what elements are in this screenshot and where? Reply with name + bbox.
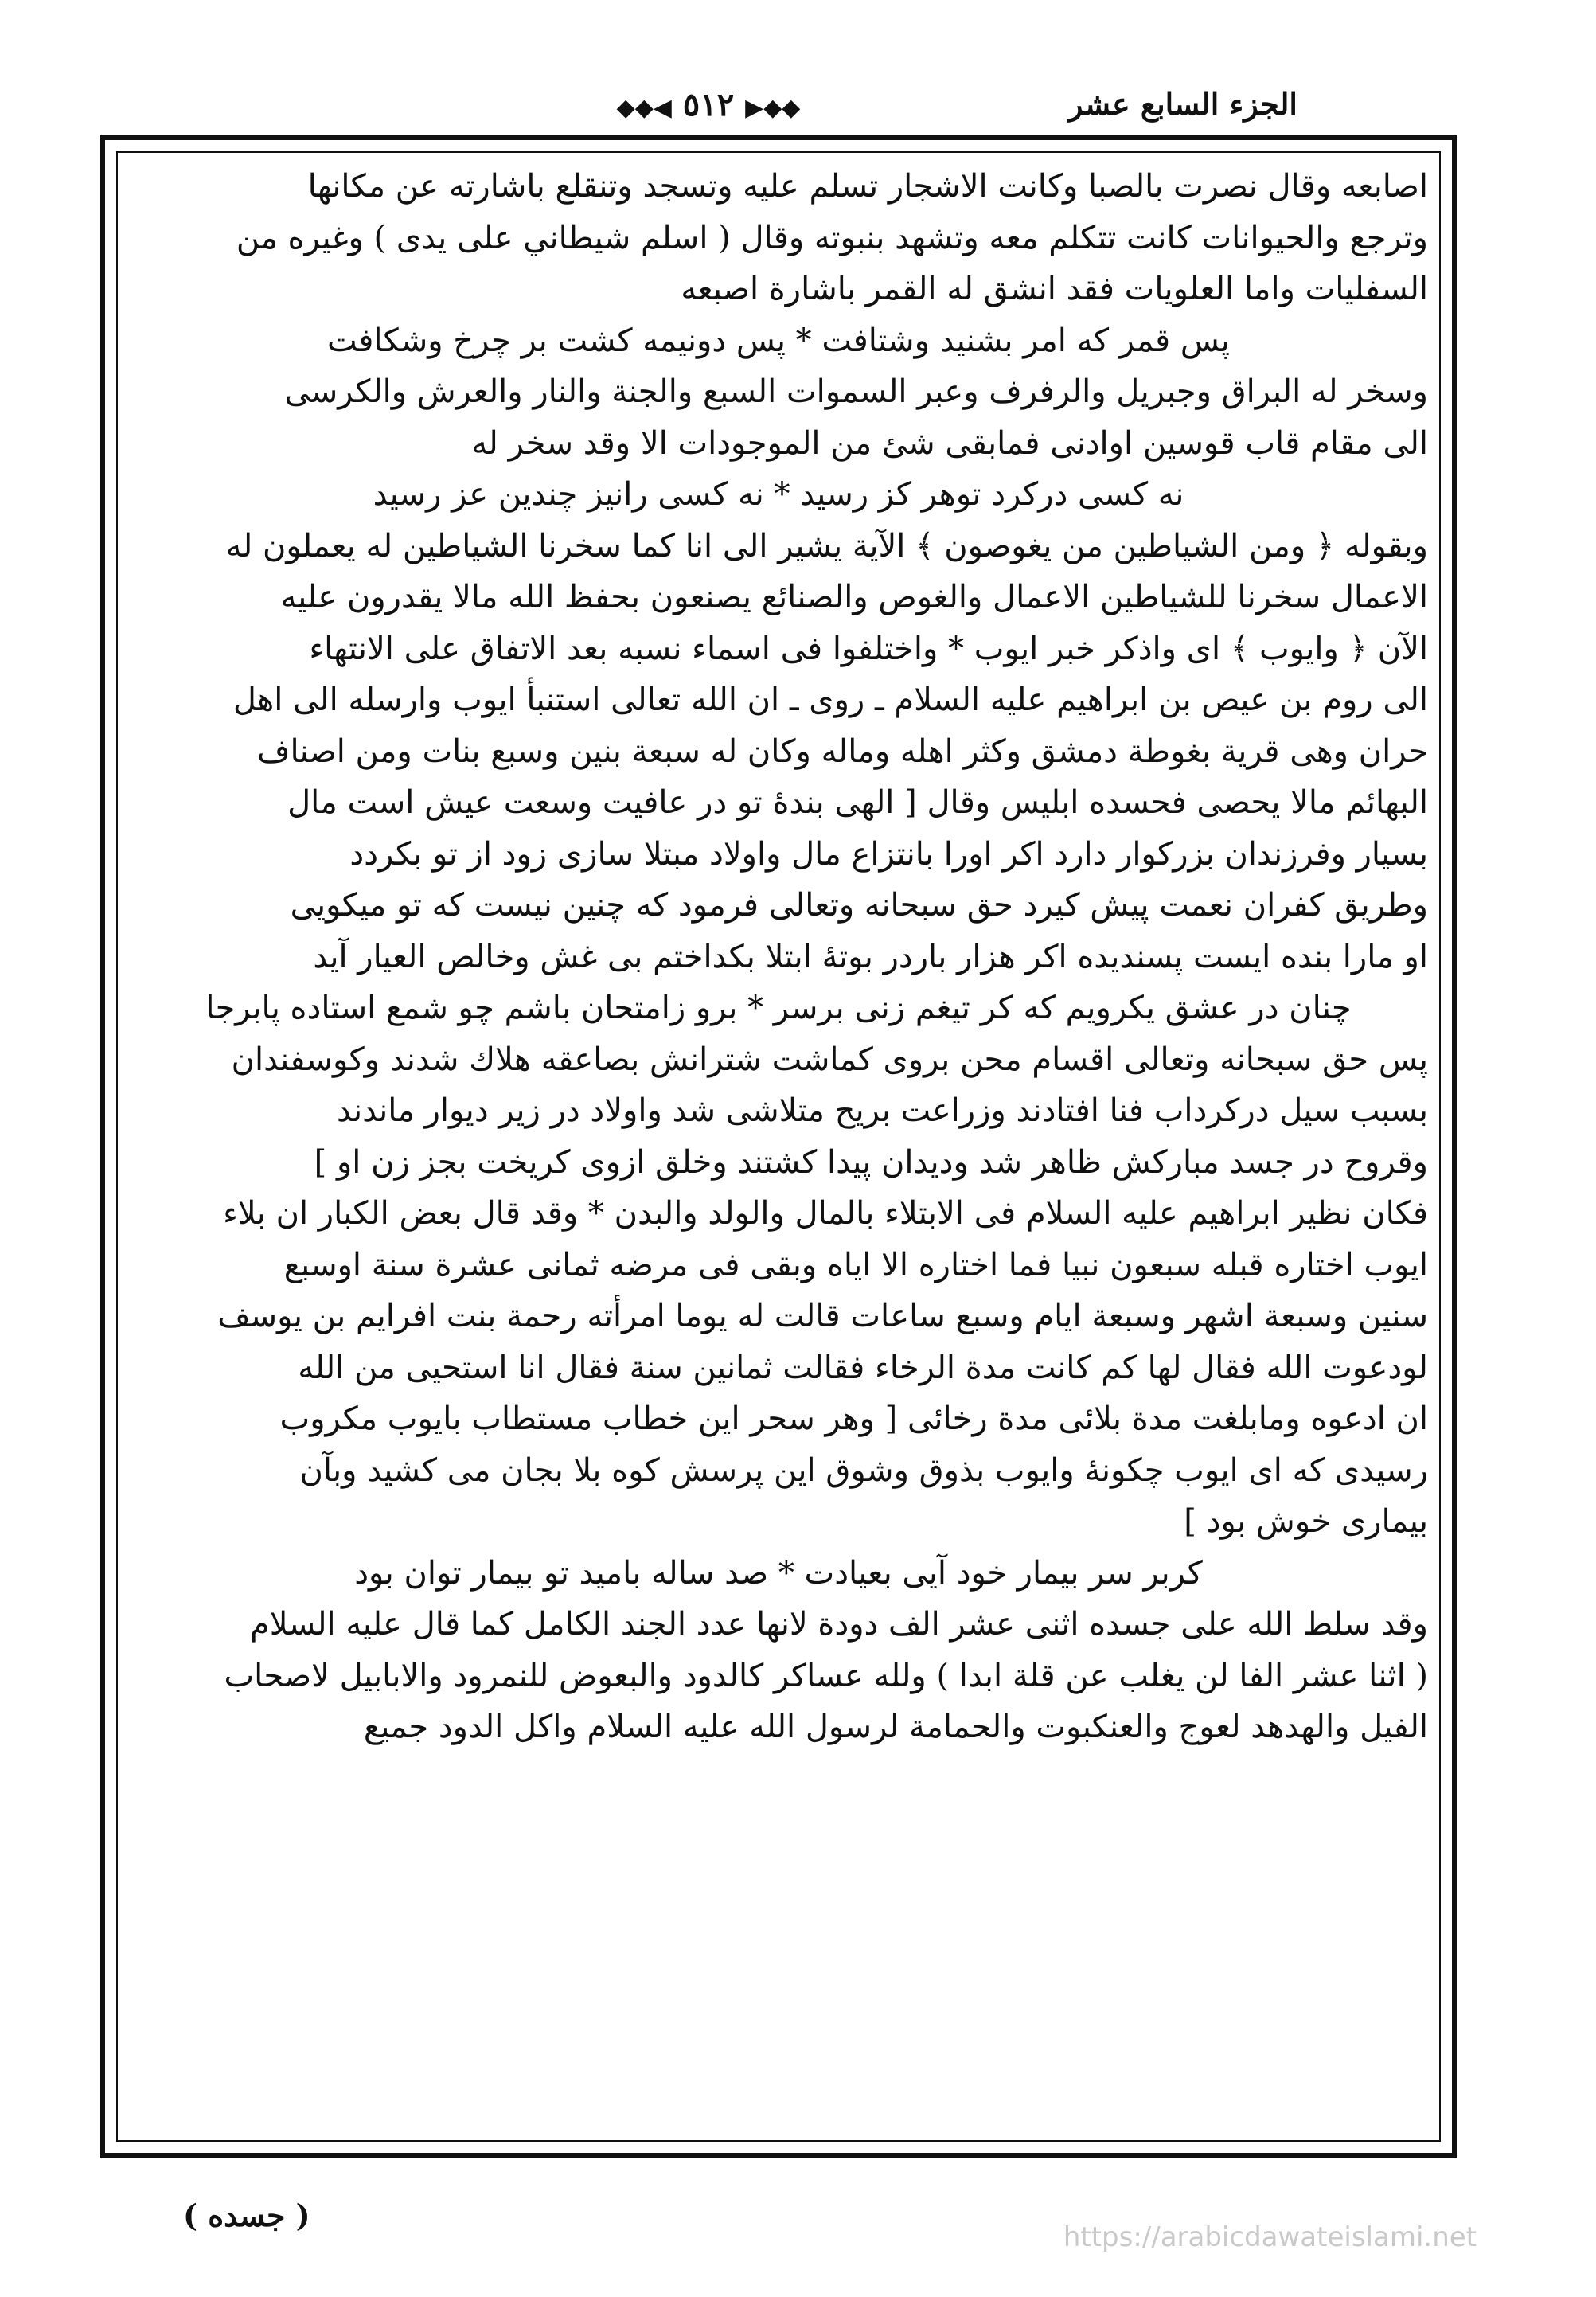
text-line: الاعمال سخرنا للشياطين الاعمال والغوص والصنائع يصنعون بحفظ الله مالا يقدرون عليه [280,579,1428,615]
page-number: ٥١٢ [682,86,735,123]
text-line: السفليات واما العلويات فقد انشق له القمر باشارة اصبعه [681,271,1428,307]
text-line: الفيل والهدهد لعوج والعنكبوت والحمامة لرسول الله عليه السلام واكل الدود جميع [363,1709,1428,1745]
text-line: الى مقام قاب قوسين اوادنى فمابقى شئ من الموجودات الا وقد سخر له [471,424,1428,462]
text-line: وطريق كفران نعمت پيش كيرد حق سبحانه وتعالى فرمود كه چنين نيست كه تو ميكويى [290,887,1428,924]
text-line: ( اثنا عشر الفا لن يغلب عن قلة ابدا ) ولله عساكر كالدود والبعوض للنمرود والابابيل لاصحاب [224,1657,1428,1694]
text-line: لودعوت الله فقال لها كم كانت مدة الرخاء فقالت ثمانين سنة فقال انا استحيى من الله [298,1349,1428,1386]
page-number-ornament [617,86,801,123]
text-line: وترجع والحيوانات كانت تتكلم معه وتشهد بنبوته وقال ( اسلم شيطاني على يدى ) وغيره من [236,219,1428,256]
text-line: فكان نظير ابراهيم عليه السلام فى الابتلاء بالمال والولد والبدن * وقد قال بعض الكبار ان بلاء [223,1195,1428,1232]
verse-line: پس قمر كه امر بشنيد وشتافت * پس دونيمه كشت بر چرخ وشكافت [327,322,1230,359]
text-line: بيمارى خوش بود ] [1184,1503,1428,1540]
text-line: وقد سلط الله على جسده اثنى عشر الف دودة لانها عدد الجند الكامل كما قال عليه السلام [250,1606,1428,1643]
text-line: حران وهى قرية بغوطة دمشق وكثر اهله وماله وكان له سبعة بنين وسبع بنات ومن اصناف [257,732,1428,770]
text-line: وسخر له البراق وجبريل والرفرف وعبر السموات السبع والجنة والنار والعرش والكرسى [284,373,1428,410]
text-line: بسيار وفرزندان بزركوار دارد اكر اورا بانتزاع مال واولاد مبتلا سازى زود از تو بكردد [349,835,1428,873]
verse-line: كربر سر بيمار خود آيى بعيادت * صد ساله باميد تو بيمار توان بود [354,1554,1203,1592]
text-line: بسبب سيل دركرداب فنا افتادند وزراعت بريح متلاشى شد واولاد در زير ديوار ماندند [337,1092,1428,1129]
text-line: وقروح در جسد مباركش ظاهر شد وديدان پيدا كشتند وخلق ازوى كريخت بجز زن او ] [314,1143,1428,1181]
verse-line: چنان در عشق يكرويم كه كر تيغم زنى برسر * برو زامتحان باشم چو شمع استاده پابرجا [205,990,1352,1026]
ornament-left-icon: ◆◆▶ [745,94,801,122]
catchword: ( جسده ) [183,2197,310,2233]
text-line: الآن ﴿ وايوب ﴾ اى واذكر خبر ايوب * واختلفوا فى اسماء نسبه بعد الاتفاق على الانتهاء [309,630,1428,667]
ornament-right-icon: ◀◆◆ [616,94,672,122]
text-line: سنين وسبعة اشهر وسبعة ايام وسبع ساعات قالت له يوما امرأته رحمة بنت افرايم بن يوسف [217,1298,1428,1334]
text-line: رسيدى كه اى ايوب چكونهٔ وايوب بذوق وشوق اين پرسش كوه بلا بجان مى كشيد وبآن [299,1451,1428,1489]
text-line: او مارا بنده ايست پسنديده اكر هزار باردر بوتهٔ ابتلا بكداختم بى غش وخالص العيار آيد [313,938,1428,975]
page-header [119,86,1297,134]
page-frame [100,135,1457,2158]
text-line: ايوب اختاره قبله سبعون نبيا فما اختاره الا اياه وبقى فى مرضه ثمانى عشرة سنة اوسبع [283,1246,1428,1283]
text-line: اصابعه وقال نصرت بالصبا وكانت الاشجار تسلم عليه وتسجد وتنقلع باشارته عن مكانها [307,168,1428,205]
text-body [129,161,1428,2137]
text-line: البهائم مالا يحصى فحسده ابليس وقال [ الهى بندهٔ تو در عافيت وسعت عيش است مال [287,784,1428,821]
watermark: https://arabicdawateislami.net [1063,2221,1477,2253]
verse-line: نه كسى دركرد توهر كز رسيد * نه كسى رانيز چندين عز رسيد [373,476,1184,513]
text-line: پس حق سبحانه وتعالى اقسام محن بروى كماشت شترانش بصاعقه هلاك شدند وكوسفندان [231,1041,1428,1078]
text-line: الى روم بن عيص بن ابراهيم عليه السلام ـ روى ـ ان الله تعالى استنبأ ايوب وارسله الى اهل [232,682,1428,718]
part-title: الجزء السابع عشر [1068,86,1297,122]
text-line: ان ادعوه ومابلغت مدة بلائى مدة رخائى [ وهر سحر اين خطاب مستطاب بايوب مكروب [279,1400,1428,1437]
text-line: وبقوله ﴿ ومن الشياطين من يغوصون ﴾ الآية يشير الى انا كما سخرنا الشياطين له يعملون له [225,527,1428,564]
